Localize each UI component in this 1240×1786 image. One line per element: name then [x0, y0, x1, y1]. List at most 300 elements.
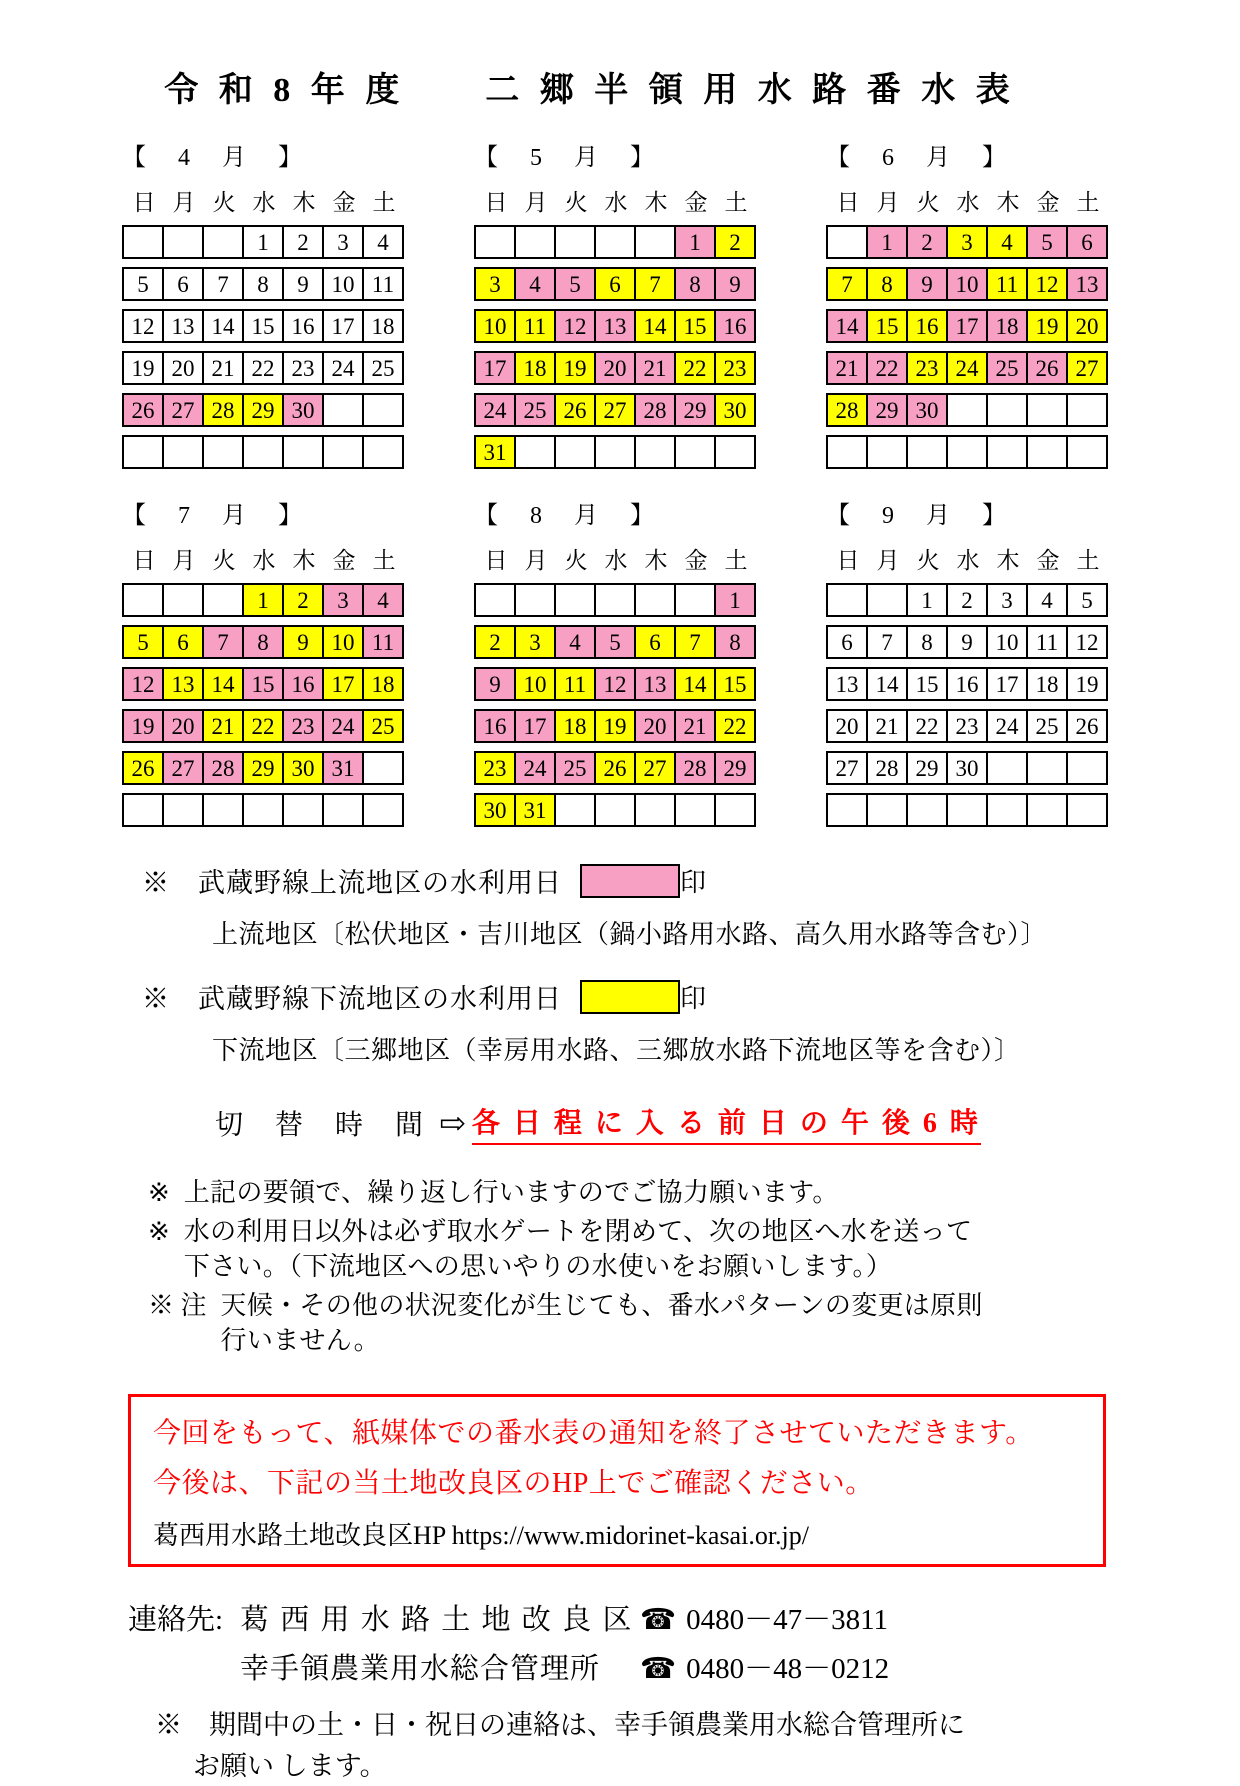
- footer-note: [155, 1705, 1240, 1786]
- note-3-prefix: ※ 注: [148, 1291, 207, 1321]
- day-cell: 18: [554, 711, 594, 741]
- day-cell: 5: [137, 271, 149, 297]
- note-2-line-2: 下さい。（下流地区への思いやりの水使いをお願いします。）: [183, 1252, 893, 1282]
- week-row: [826, 751, 1108, 785]
- day-cell: 1: [866, 227, 906, 257]
- day-cell: 2: [476, 627, 514, 657]
- weekday-label: 木: [996, 190, 1020, 215]
- day-cell: 29: [906, 753, 946, 783]
- day-cell: [162, 437, 202, 467]
- week-row: [122, 709, 404, 743]
- weekday-label: 水: [956, 190, 980, 215]
- contact-label: 連絡先:: [128, 1604, 224, 1637]
- day-cell: 29: [714, 753, 754, 783]
- day-cell: 16: [282, 669, 322, 699]
- day-cell: 17: [322, 311, 362, 341]
- week-row: [474, 309, 756, 343]
- day-cell: [674, 795, 714, 825]
- week-row: [474, 351, 756, 385]
- week-row: [122, 583, 404, 617]
- notice-red-line-1: 今回をもって、紙媒体での番水表の通知を終了させていただきます。: [153, 1418, 1034, 1450]
- note-1-line-1: 上記の要領で、繰り返し行いますのでご協力願います。: [183, 1178, 839, 1207]
- week-row: [826, 709, 1108, 743]
- notice-red-line-2: 今後は、下記の当土地改良区のHP上でご確認ください。: [153, 1468, 874, 1500]
- day-cell: 9: [282, 627, 322, 657]
- day-cell: 19: [124, 711, 162, 741]
- day-cell: [866, 585, 906, 615]
- day-cell: [124, 227, 162, 257]
- legend-upstream-detail: 上流地区〔松伏地区・吉川地区（鍋小路用水路、高久用水路等含む）〕: [212, 920, 1048, 949]
- day-cell: 29: [242, 753, 282, 783]
- week-row: [474, 225, 756, 259]
- day-cell: 17: [514, 711, 554, 741]
- day-cell: 3: [476, 269, 514, 299]
- day-cell: 2: [906, 227, 946, 257]
- weekday-label: 水: [956, 548, 980, 573]
- weekday-label: 月: [172, 190, 196, 215]
- day-cell: 29: [242, 395, 282, 425]
- day-cell: 15: [714, 669, 754, 699]
- week-row: [122, 435, 404, 469]
- week-row: [826, 667, 1108, 701]
- weekday-header: [122, 184, 408, 217]
- note-3: [0, 1288, 1240, 1358]
- day-cell: [554, 227, 594, 257]
- weekday-header: [122, 542, 408, 575]
- day-cell: 2: [946, 585, 986, 615]
- week-row: [122, 225, 404, 259]
- day-cell: 8: [866, 269, 906, 299]
- day-cell: 20: [835, 713, 859, 739]
- weekday-label: 金: [1036, 190, 1060, 215]
- day-cell: 20: [162, 353, 202, 383]
- weekday-label: 月: [172, 548, 196, 573]
- day-cell: 22: [714, 711, 754, 741]
- day-cell: [594, 227, 634, 257]
- weekday-label: 土: [372, 190, 396, 215]
- day-cell: 14: [634, 311, 674, 341]
- weekday-label: 金: [332, 190, 356, 215]
- week-row: [826, 583, 1108, 617]
- day-cell: [282, 437, 322, 467]
- day-cell: 23: [476, 753, 514, 783]
- day-cell: [202, 795, 242, 825]
- upstream-stamp-label: 印: [680, 868, 707, 897]
- contact-phone-1: [640, 1597, 888, 1638]
- day-cell: [594, 795, 634, 825]
- day-cell: [242, 437, 282, 467]
- day-cell: 26: [594, 753, 634, 783]
- day-cell: 17: [986, 669, 1026, 699]
- day-cell: 13: [162, 311, 202, 341]
- day-cell: [124, 585, 162, 615]
- weekday-label: 木: [644, 190, 668, 215]
- weekday-label: 月: [524, 190, 548, 215]
- day-cell: 30: [282, 753, 322, 783]
- week-row: [826, 267, 1108, 301]
- switch-time-label: 切 替 時 間: [215, 1110, 426, 1141]
- day-cell: 26: [124, 753, 162, 783]
- day-cell: 11: [514, 311, 554, 341]
- weekday-label: 月: [524, 548, 548, 573]
- weekday-label: 日: [836, 548, 860, 573]
- month-label: 【 9 月 】: [826, 503, 1010, 529]
- week-row: [122, 393, 404, 427]
- day-cell: 18: [362, 669, 402, 699]
- day-cell: [554, 795, 594, 825]
- day-cell: 14: [674, 669, 714, 699]
- day-cell: 26: [1066, 711, 1106, 741]
- weekday-header: [474, 542, 760, 575]
- day-cell: [322, 437, 362, 467]
- day-cell: 28: [202, 753, 242, 783]
- weekday-label: 月: [876, 548, 900, 573]
- day-cell: 3: [514, 627, 554, 657]
- day-cell: 22: [866, 353, 906, 383]
- weekday-label: 水: [252, 548, 276, 573]
- day-cell: [362, 437, 402, 467]
- week-row: [474, 667, 756, 701]
- day-cell: 20: [594, 353, 634, 383]
- day-cell: 30: [946, 753, 986, 783]
- weekday-label: 月: [876, 190, 900, 215]
- right-arrow-icon: ⇨: [439, 1105, 466, 1141]
- day-cell: 28: [202, 395, 242, 425]
- day-cell: [714, 795, 754, 825]
- weekday-label: 土: [1076, 548, 1100, 573]
- day-cell: 7: [828, 269, 866, 299]
- calendar-row-2: [0, 495, 1240, 835]
- day-cell: 14: [202, 311, 242, 341]
- day-cell: 12: [131, 313, 155, 339]
- weekday-label: 金: [1036, 548, 1060, 573]
- day-cell: 13: [835, 671, 859, 697]
- weekday-label: 火: [916, 190, 940, 215]
- day-cell: 9: [946, 627, 986, 657]
- month-july: [122, 495, 408, 835]
- weekday-label: 金: [332, 548, 356, 573]
- day-cell: 30: [714, 395, 754, 425]
- note-1: [0, 1175, 1240, 1210]
- weekday-header: [826, 542, 1112, 575]
- legend-downstream: [0, 977, 1240, 1016]
- day-cell: 25: [986, 353, 1026, 383]
- day-cell: 23: [714, 353, 754, 383]
- week-row: [122, 309, 404, 343]
- month-april: [122, 137, 408, 477]
- day-cell: 28: [674, 753, 714, 783]
- day-cell: [634, 795, 674, 825]
- day-cell: 10: [946, 269, 986, 299]
- day-cell: 14: [202, 669, 242, 699]
- day-cell: [1026, 795, 1066, 825]
- day-cell: 26: [1026, 353, 1066, 383]
- day-cell: 22: [242, 353, 282, 383]
- week-row: [122, 351, 404, 385]
- day-cell: 17: [946, 311, 986, 341]
- footer-note-line-2: お願い します。: [193, 1750, 387, 1781]
- day-cell: [866, 437, 906, 467]
- day-cell: 3: [322, 585, 362, 615]
- weekday-label: 金: [684, 190, 708, 215]
- weekday-label: 日: [484, 190, 508, 215]
- day-cell: 28: [866, 753, 906, 783]
- day-cell: 5: [554, 269, 594, 299]
- week-row: [826, 793, 1108, 827]
- day-cell: [162, 227, 202, 257]
- day-cell: 7: [202, 627, 242, 657]
- day-cell: 19: [1026, 311, 1066, 341]
- day-cell: [986, 437, 1026, 467]
- day-cell: 25: [514, 395, 554, 425]
- weekday-label: 木: [644, 548, 668, 573]
- day-cell: 31: [476, 437, 514, 467]
- day-cell: 24: [476, 395, 514, 425]
- day-cell: 20: [634, 711, 674, 741]
- day-cell: 31: [514, 795, 554, 825]
- week-row: [826, 625, 1108, 659]
- week-row: [826, 393, 1108, 427]
- day-cell: 9: [282, 269, 322, 299]
- day-cell: 13: [594, 311, 634, 341]
- day-cell: [202, 227, 242, 257]
- day-cell: 18: [986, 311, 1026, 341]
- day-cell: 16: [906, 311, 946, 341]
- weekday-label: 火: [212, 548, 236, 573]
- day-cell: [906, 795, 946, 825]
- month-label: 【 4 月 】: [122, 145, 306, 171]
- upstream-swatch: [580, 864, 680, 898]
- day-cell: 10: [476, 311, 514, 341]
- day-cell: 21: [202, 711, 242, 741]
- day-cell: [362, 795, 402, 825]
- day-cell: 16: [714, 311, 754, 341]
- day-cell: [594, 585, 634, 615]
- month-label: 【 7 月 】: [122, 503, 306, 529]
- week-row: [474, 709, 756, 743]
- day-cell: [946, 395, 986, 425]
- day-cell: [242, 795, 282, 825]
- day-cell: [1066, 795, 1106, 825]
- day-cell: 4: [1026, 585, 1066, 615]
- weekday-label: 日: [836, 190, 860, 215]
- day-cell: 17: [322, 669, 362, 699]
- week-row: [474, 583, 756, 617]
- day-cell: [634, 227, 674, 257]
- weekday-header: [826, 184, 1112, 217]
- day-cell: [124, 437, 162, 467]
- day-cell: 3: [986, 585, 1026, 615]
- note-2-line-1: 水の利用日以外は必ず取水ゲートを閉めて、次の地区へ水を送って: [183, 1217, 973, 1247]
- day-cell: 27: [162, 753, 202, 783]
- day-cell: 4: [514, 269, 554, 299]
- day-cell: [362, 395, 402, 425]
- day-cell: [514, 585, 554, 615]
- day-cell: [946, 795, 986, 825]
- day-cell: 24: [946, 353, 986, 383]
- day-cell: 8: [674, 269, 714, 299]
- day-cell: 16: [946, 669, 986, 699]
- week-row: [122, 625, 404, 659]
- footer-note-line-1: ※ 期間中の土・日・祝日の連絡は、幸手領農業用水総合管理所に: [155, 1710, 965, 1741]
- week-row: [474, 393, 756, 427]
- week-row: [474, 267, 756, 301]
- day-cell: 9: [476, 669, 514, 699]
- day-cell: 15: [906, 669, 946, 699]
- day-cell: 14: [866, 669, 906, 699]
- day-cell: 1: [242, 227, 282, 257]
- day-cell: 8: [242, 269, 282, 299]
- week-row: [474, 793, 756, 827]
- day-cell: 9: [714, 269, 754, 299]
- weekday-label: 火: [212, 190, 236, 215]
- day-cell: 24: [514, 753, 554, 783]
- day-cell: 23: [946, 711, 986, 741]
- day-cell: 19: [594, 711, 634, 741]
- day-cell: 27: [1066, 353, 1106, 383]
- day-cell: [162, 795, 202, 825]
- day-cell: [476, 227, 514, 257]
- month-label: 【 5 月 】: [474, 145, 658, 171]
- day-cell: 26: [554, 395, 594, 425]
- day-cell: 6: [1066, 227, 1106, 257]
- day-cell: [986, 795, 1026, 825]
- day-cell: 8: [242, 627, 282, 657]
- weekday-label: 火: [564, 548, 588, 573]
- page-title: 令 和 8 年 度 二 郷 半 領 用 水 路 番 水 表: [164, 72, 1016, 109]
- contact-row-1: [128, 1597, 1240, 1638]
- telephone-icon: ☎: [640, 1604, 677, 1637]
- day-cell: 6: [634, 627, 674, 657]
- day-cell: 25: [1026, 711, 1066, 741]
- weekday-label: 火: [564, 190, 588, 215]
- month-label: 【 8 月 】: [474, 503, 658, 529]
- day-cell: 27: [162, 395, 202, 425]
- day-cell: 29: [674, 395, 714, 425]
- day-cell: 15: [674, 311, 714, 341]
- day-cell: 23: [282, 711, 322, 741]
- day-cell: 23: [906, 353, 946, 383]
- month-june: [826, 137, 1112, 477]
- day-cell: 24: [322, 353, 362, 383]
- day-cell: 21: [828, 353, 866, 383]
- day-cell: 26: [124, 395, 162, 425]
- day-cell: 22: [242, 711, 282, 741]
- day-cell: [514, 437, 554, 467]
- contact-label-spacer: [128, 1646, 240, 1687]
- weekday-label: 木: [292, 548, 316, 573]
- week-row: [826, 225, 1108, 259]
- day-cell: 23: [282, 353, 322, 383]
- note-1-prefix: ※: [148, 1178, 170, 1207]
- day-cell: 11: [362, 627, 402, 657]
- notice-box: [128, 1394, 1106, 1567]
- contact-section: [128, 1597, 1240, 1687]
- day-cell: 27: [634, 753, 674, 783]
- day-cell: 19: [1066, 669, 1106, 699]
- day-cell: 15: [866, 311, 906, 341]
- day-cell: [514, 227, 554, 257]
- day-cell: [634, 437, 674, 467]
- day-cell: 2: [714, 227, 754, 257]
- day-cell: 27: [594, 395, 634, 425]
- day-cell: 12: [554, 311, 594, 341]
- day-cell: [202, 437, 242, 467]
- day-cell: 21: [866, 711, 906, 741]
- note-3-line-1: 天候・その他の状況変化が生じても、番水パターンの変更は原則: [220, 1291, 983, 1321]
- day-cell: 20: [162, 711, 202, 741]
- day-cell: 12: [124, 669, 162, 699]
- day-cell: 5: [1026, 227, 1066, 257]
- day-cell: 30: [282, 395, 322, 425]
- day-cell: 28: [828, 395, 866, 425]
- month-label: 【 6 月 】: [826, 145, 1010, 171]
- day-cell: [202, 585, 242, 615]
- notice-hp-line: 葛西用水路土地改良区HP https://www.midorinet-kasai.or.jp/: [153, 1521, 809, 1551]
- day-cell: 18: [514, 353, 554, 383]
- week-row: [474, 751, 756, 785]
- contact-phone-number-2: 0480－48－0212: [686, 1653, 890, 1686]
- day-cell: 18: [1026, 669, 1066, 699]
- day-cell: 28: [634, 395, 674, 425]
- week-row: [826, 435, 1108, 469]
- day-cell: 15: [242, 311, 282, 341]
- day-cell: 7: [634, 269, 674, 299]
- weekday-label: 日: [132, 548, 156, 573]
- day-cell: 1: [906, 585, 946, 615]
- day-cell: 1: [674, 227, 714, 257]
- day-cell: 17: [476, 353, 514, 383]
- weekday-label: 水: [604, 190, 628, 215]
- weekday-label: 土: [724, 190, 748, 215]
- day-cell: 21: [634, 353, 674, 383]
- day-cell: 19: [554, 353, 594, 383]
- day-cell: 8: [906, 627, 946, 657]
- day-cell: 11: [362, 269, 402, 299]
- day-cell: 29: [866, 395, 906, 425]
- legend-upstream-label: ※ 武蔵野線上流地区の水利用日: [142, 868, 562, 898]
- contact-phone-number-1: 0480－47－3811: [686, 1604, 889, 1637]
- day-cell: [906, 437, 946, 467]
- weekday-label: 水: [604, 548, 628, 573]
- day-cell: 2: [282, 227, 322, 257]
- day-cell: 7: [866, 627, 906, 657]
- day-cell: [828, 585, 866, 615]
- legend-downstream-detail: 下流地区〔三郷地区（幸房用水路、三郷放水路下流地区等を含む）〕: [212, 1036, 1021, 1065]
- month-september: [826, 495, 1112, 835]
- day-cell: 13: [162, 669, 202, 699]
- day-cell: 3: [322, 227, 362, 257]
- day-cell: [674, 437, 714, 467]
- downstream-stamp-label: 印: [680, 984, 707, 1013]
- day-cell: 7: [202, 269, 242, 299]
- weekday-label: 土: [372, 548, 396, 573]
- day-cell: 5: [124, 627, 162, 657]
- day-cell: 25: [362, 711, 402, 741]
- weekday-label: 土: [724, 548, 748, 573]
- week-row: [826, 309, 1108, 343]
- day-cell: 1: [714, 585, 754, 615]
- day-cell: 6: [162, 627, 202, 657]
- day-cell: 18: [362, 311, 402, 341]
- day-cell: 4: [362, 227, 402, 257]
- week-row: [826, 351, 1108, 385]
- day-cell: 30: [476, 795, 514, 825]
- day-cell: 4: [986, 227, 1026, 257]
- day-cell: 11: [1026, 627, 1066, 657]
- day-cell: 4: [362, 585, 402, 615]
- day-cell: 21: [202, 353, 242, 383]
